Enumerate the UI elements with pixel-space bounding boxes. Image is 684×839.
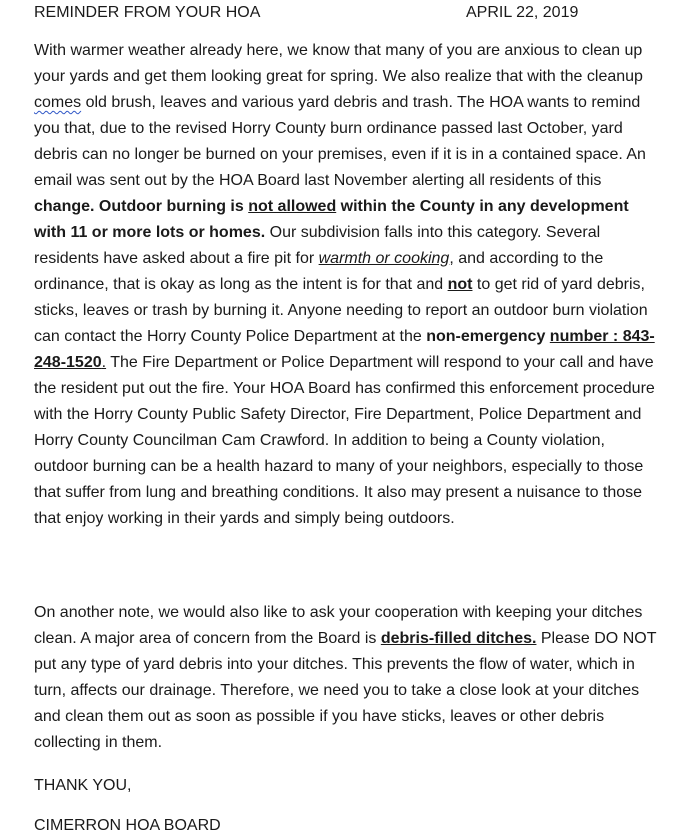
bold-underlined-text: debris-filled ditches. — [380, 630, 537, 647]
paragraph-burn-ordinance — [34, 38, 662, 532]
text-run: to get rid of yard debris, sticks, leaves or trash by burning it. Anyone needing to report an outdoor burn violation can contact the Horry County Police Department at the — [34, 276, 648, 345]
text-run: . — [101, 354, 107, 371]
italic-underlined-text: warmth or cooking — [318, 250, 450, 267]
bold-text: within the County in any development with 11 or more lots or homes. — [34, 198, 629, 241]
letter-title: REMINDER FROM YOUR HOA — [34, 4, 261, 21]
letter-header — [34, 0, 662, 26]
text-run: On another note, we would also like to ask your cooperation with keeping your ditches clean. A major area of concern from the Board is — [34, 604, 643, 647]
text-run: Our subdivision falls into this category. Several residents have asked about a fire pit for — [34, 224, 601, 267]
letter-page — [34, 0, 662, 834]
text-run: The Fire Department or Police Department will respond to your call and have the resident put out the fire. Your HOA Board has confirmed this enforcement procedure with the Horry County Public Safety Director, Fire Department, Police Department and Horry County Councilman Cam Crawford. In addition to being a County violation, outdoor burning can be a health hazard to many of your neighbors, especially to those that suffer from lung and breathing conditions. It also may present a nuisance to those that enjoy working in their yards and simply being outdoors. — [34, 354, 655, 527]
letter-date: APRIL 22, 2019 — [466, 4, 579, 21]
signature-line: CIMERRON HOA BOARD — [34, 817, 221, 834]
closing-line: THANK YOU, — [34, 777, 132, 794]
phone-number: number : 843-248-1520 — [34, 328, 655, 371]
text-run: Please DO NOT put any type of yard debris into your ditches. This prevents the flow of water, which in turn, affects our drainage. Therefore, we need you to take a close look at your ditches and clean them out as soon as possible if you have sticks, leaves or other debris collecting in them. — [34, 630, 657, 751]
bold-underlined-text: not — [447, 276, 473, 293]
text-run: old brush, leaves and various yard debris and trash. The HOA wants to remind you that, due to the revised Horry County burn ordinance passed last October, yard debris can no longer be burned on your premises, even if it is in a contained space. An email was sent out by the HOA Board last November alerting all residents of this — [34, 94, 646, 189]
bold-underlined-text: not allowed — [248, 198, 337, 215]
bold-text: non-emergency — [426, 328, 550, 345]
spellcheck-flagged-word: comes — [34, 94, 82, 111]
text-run: With warmer weather already here, we know that many of you are anxious to clean up your yards and get them looking great for spring. We also realize that with the cleanup — [34, 42, 643, 85]
paragraph-ditches — [34, 600, 662, 756]
text-run: , and according to the ordinance, that is okay as long as the intent is for that and — [34, 250, 604, 293]
bold-text: change. Outdoor burning is — [34, 198, 249, 215]
